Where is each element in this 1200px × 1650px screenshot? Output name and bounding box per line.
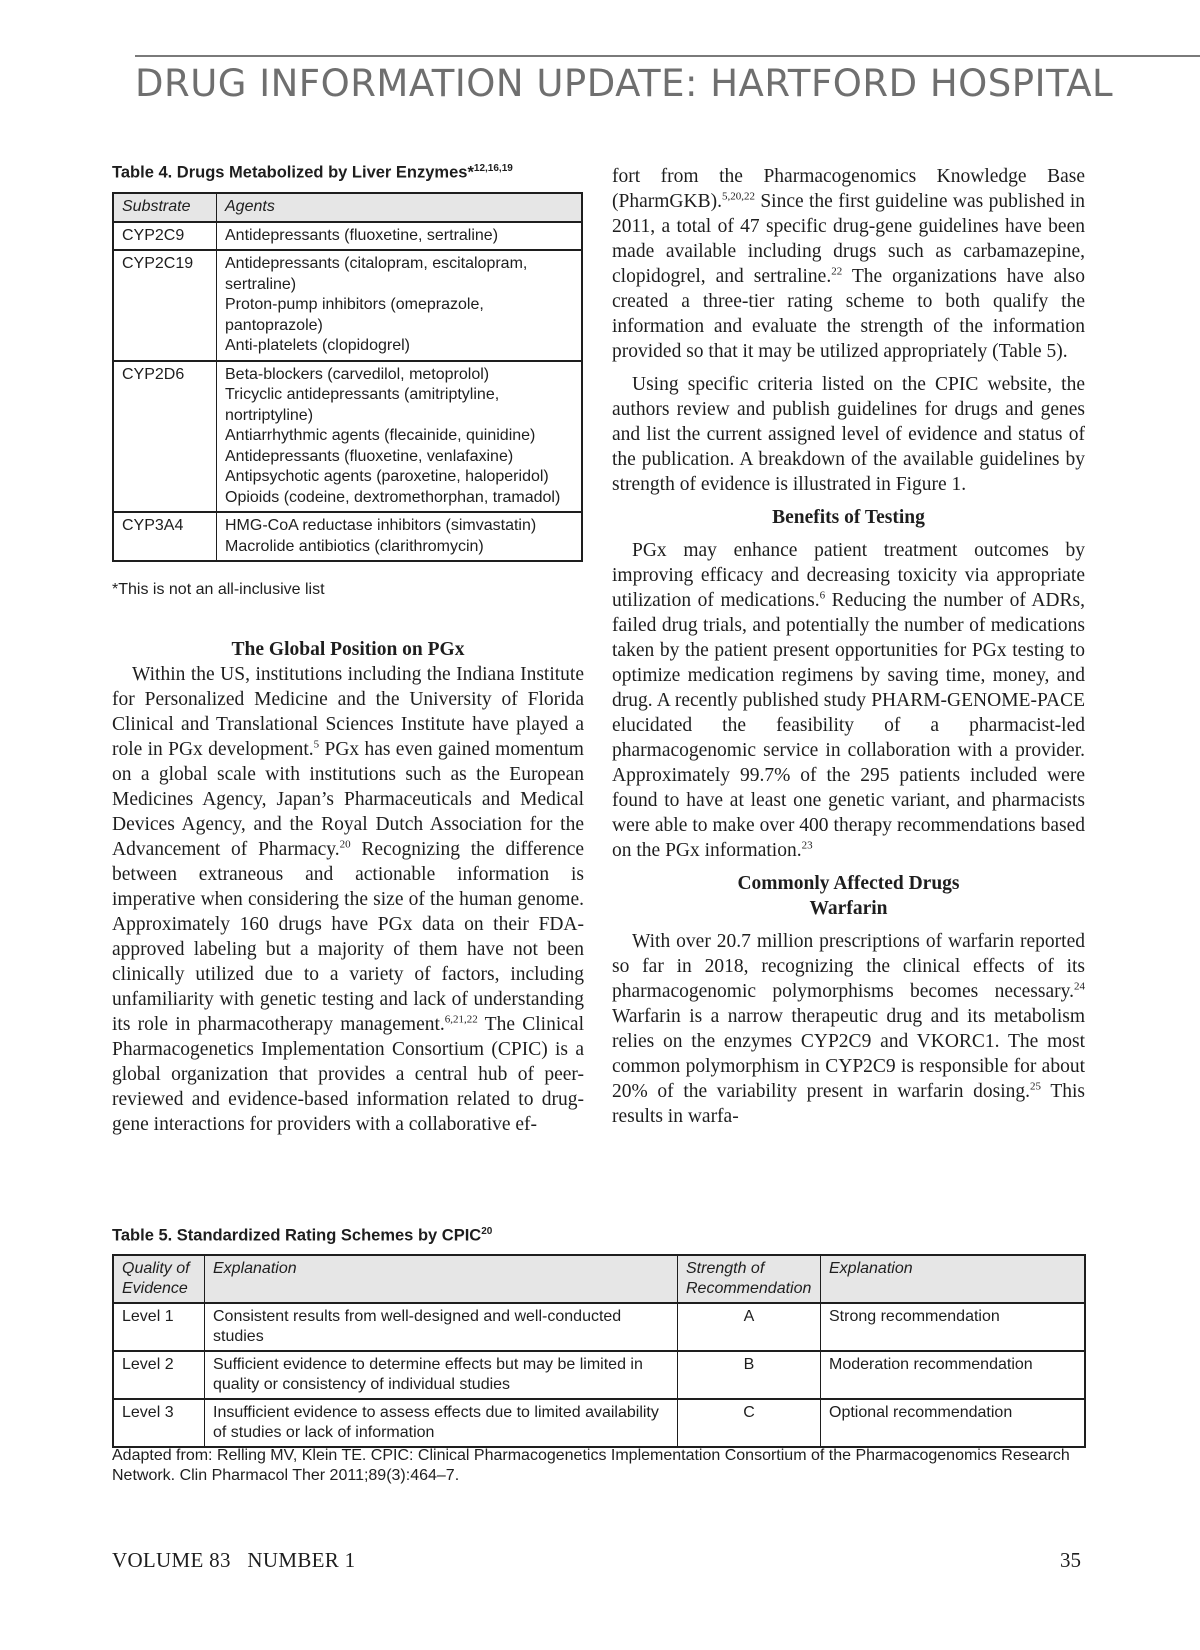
- citation: 23: [801, 839, 813, 852]
- body-paragraph: Within the US, institutions including the Indiana Institute for Personalized Medicine and the University of Florida Clinical and Translational Sciences Institute have played a role in PGx development.$^5$ PGx has even gained momentum on a global scale with institutions such as the European Medicines Agency, Japan’s Pharmaceuticals and Medical Devices Agency, and the Royal Dutch Association for the Advancement of Pharmacy.$^{20}$ Recognizing the difference between extraneous and actionable information is imperative when considering the size of the human genome. Approximately 160 drugs have PGx data on their FDA-approved labeling but a majority of them have not been clinically utilized due to a variety of factors, including unfamiliarity with genetic testing and lack of understanding its role in pharmacotherapy management.$^{6,21,22}$ The Clinical Pharmacogenetics Implementation Consortium (CPIC) is a global organization that provides a central hub of peer-reviewed and evidence-based information related to drug-gene interactions for providers with a collaborative ef-: [112, 664, 584, 1135]
- citation: 24: [1074, 980, 1085, 993]
- table5-header-quality: Quality of Evidence: [113, 1255, 205, 1303]
- table5-header-row: [113, 1255, 1085, 1303]
- table-row: [113, 222, 582, 251]
- table4-agents: [217, 250, 583, 361]
- table5-caption-ref: 20: [481, 1226, 493, 1237]
- table-row: [113, 361, 582, 513]
- citation: 5,20,22: [721, 190, 755, 203]
- footer-volume: VOLUME 83 NUMBER 1: [112, 1548, 356, 1572]
- body-paragraph: Using specific criteria listed on the CPIC website, the authors review and publish guidelines for drugs and genes and list the current assigned level of evidence and status of the publication. A breakdown of the available guidelines by strength of evidence is illustrated in Figure 1.: [612, 374, 1085, 495]
- table4-header-substrate: Substrate: [113, 193, 217, 222]
- table4-substrate: CYP2C19: [113, 250, 217, 361]
- running-header: DRUG INFORMATION UPDATE: HARTFORD HOSPITAL: [135, 62, 1114, 105]
- table-row: [113, 1303, 1085, 1351]
- table4-footnote: *This is not an all-inclusive list: [112, 581, 325, 598]
- agent-line: Tricyclic antidepressants (amitriptyline, nortriptyline): [225, 386, 500, 424]
- table5-explanation: Consistent results from well-designed and well-conducted studies: [205, 1303, 678, 1351]
- table5-explanation: Insufficient evidence to assess effects due to limited availability of studies or lack of information: [205, 1399, 678, 1447]
- table4-agents: [217, 222, 583, 251]
- citation: 6: [819, 589, 826, 602]
- left-column: [112, 637, 584, 1137]
- body-paragraph: fort from the Pharmacogenomics Knowledge Base (PharmGKB).$^{5,20,22}$ Since the first guideline was published in 2011, a total of 47 specific drug-gene guidelines have been made available including drugs such as carbamazepine, clopidogrel, and sertraline.$^{22}$ The organizations have also created a three-tier rating scheme to both qualify the information and evaluate the strength of the information provided so that it may be utilized appropriately (Table 5).: [612, 166, 1085, 362]
- table4: [112, 192, 583, 562]
- table5-explanation: Sufficient evidence to determine effects but may be limited in quality or consistency of individual studies: [205, 1351, 678, 1399]
- agent-line: HMG-CoA reductase inhibitors (simvastatin): [225, 517, 537, 534]
- table4-substrate: CYP2D6: [113, 361, 217, 513]
- table5-header-strength: Strength of Recommendation: [678, 1255, 821, 1303]
- citation: 5: [313, 738, 320, 751]
- table5-header-explanation-2: Explanation: [821, 1255, 1086, 1303]
- section-heading-affected-drugs: Commonly Affected Drugs: [737, 873, 960, 894]
- table5-strength: C: [678, 1399, 821, 1447]
- agent-line: Proton-pump inhibitors (omeprazole, pantoprazole): [225, 296, 484, 334]
- section-heading-benefits: Benefits of Testing: [772, 507, 925, 528]
- table4-agents: [217, 512, 583, 561]
- citation: 22: [831, 265, 843, 278]
- body-paragraph: With over 20.7 million prescriptions of warfarin reported so far in 2018, recognizing the clinical effects of its pharmacogenomic polymorphisms becomes necessary.$^{24}$ Warfarin is a narrow therapeutic drug and its metabolism relies on the enzymes CYP2C9 and VKORC1. The most common polymorphism in CYP2C9 is responsible for about 20% of the variability present in warfarin dosing.$^{25}$ This results in warfa-: [612, 931, 1085, 1127]
- agent-line: Antidepressants (citalopram, escitalopram, sertraline): [225, 255, 528, 293]
- table4-substrate: CYP3A4: [113, 512, 217, 561]
- agent-line: Opioids (codeine, dextromethorphan, tramadol): [225, 488, 561, 506]
- table5-header-explanation: Explanation: [205, 1255, 678, 1303]
- page-number: 35: [1060, 1548, 1081, 1572]
- table4-substrate: CYP2C9: [113, 222, 217, 251]
- citation: 25: [1030, 1080, 1042, 1093]
- table4-caption: Table 4. Drugs Metabolized by Liver Enzymes*$^{12,16,19}$: [112, 163, 513, 182]
- section-heading-global-position: The Global Position on PGx: [231, 639, 465, 660]
- subheading-warfarin: Warfarin: [809, 898, 888, 919]
- agent-line: Antidepressants (fluoxetine, sertraline): [225, 226, 499, 244]
- agent-line: Antidepressants (fluoxetine, venlafaxine): [225, 447, 514, 465]
- table5-caption: Table 5. Standardized Rating Schemes by CPIC$^{20}$: [112, 1226, 493, 1245]
- table-row: [113, 1399, 1085, 1447]
- table5: [112, 1254, 1086, 1448]
- table5-level: Level 2: [113, 1351, 205, 1399]
- right-column: [612, 164, 1085, 1129]
- header-rule: [135, 55, 1200, 57]
- table5-recommendation: Optional recommendation: [821, 1399, 1086, 1447]
- table-row: [113, 512, 582, 561]
- table5-level: Level 3: [113, 1399, 205, 1447]
- table5-recommendation: Moderation recommendation: [821, 1351, 1086, 1399]
- table5-strength: A: [678, 1303, 821, 1351]
- table-row: [113, 250, 582, 361]
- citation: 6,21,22: [444, 1013, 478, 1026]
- agent-line: Antiarrhythmic agents (flecainide, quinidine): [225, 427, 536, 444]
- table4-caption-refs: 12,16,19: [473, 163, 513, 174]
- table4-header-agents: Agents: [217, 193, 583, 222]
- table4-header-row: [113, 193, 582, 222]
- body-paragraph: PGx may enhance patient treatment outcomes by improving efficacy and decreasing toxicity via appropriate utilization of medications.$^6$ Reducing the number of ADRs, failed drug trials, and potentially the number of medications taken by the patient present opportunities for PGx testing to optimize medication regimens by saving time, money, and drug. A recently published study PHARM-GENOME-PACE elucidated the feasibility of a pharmacist-led pharmacogenomic service in collaboration with a provider. Approximately 99.7% of the 295 patients included were found to have at least one genetic variant, and pharmacists were able to make over 400 therapy recommendations based on the PGx information.$^{23}$: [612, 540, 1085, 861]
- agent-line: Anti-platelets (clopidogrel): [225, 337, 410, 354]
- table5-source: Adapted from: Relling MV, Klein TE. CPIC: Clinical Pharmacogenetics Implementation Consortium of the Pharmacogenomics Research Network. Clin Pharmacol Ther 2011;89(3):464–7.: [112, 1447, 1070, 1484]
- table-row: [113, 1351, 1085, 1399]
- table5-level: Level 1: [113, 1303, 205, 1351]
- citation: 20: [339, 838, 351, 851]
- table4-agents: [217, 361, 583, 513]
- agent-line: Antipsychotic agents (paroxetine, haloperidol): [225, 468, 549, 485]
- agent-line: Macrolide antibiotics (clarithromycin): [225, 537, 484, 555]
- table5-strength: B: [678, 1351, 821, 1399]
- agent-line: Beta-blockers (carvedilol, metoprolol): [225, 365, 490, 383]
- table5-recommendation: Strong recommendation: [821, 1303, 1086, 1351]
